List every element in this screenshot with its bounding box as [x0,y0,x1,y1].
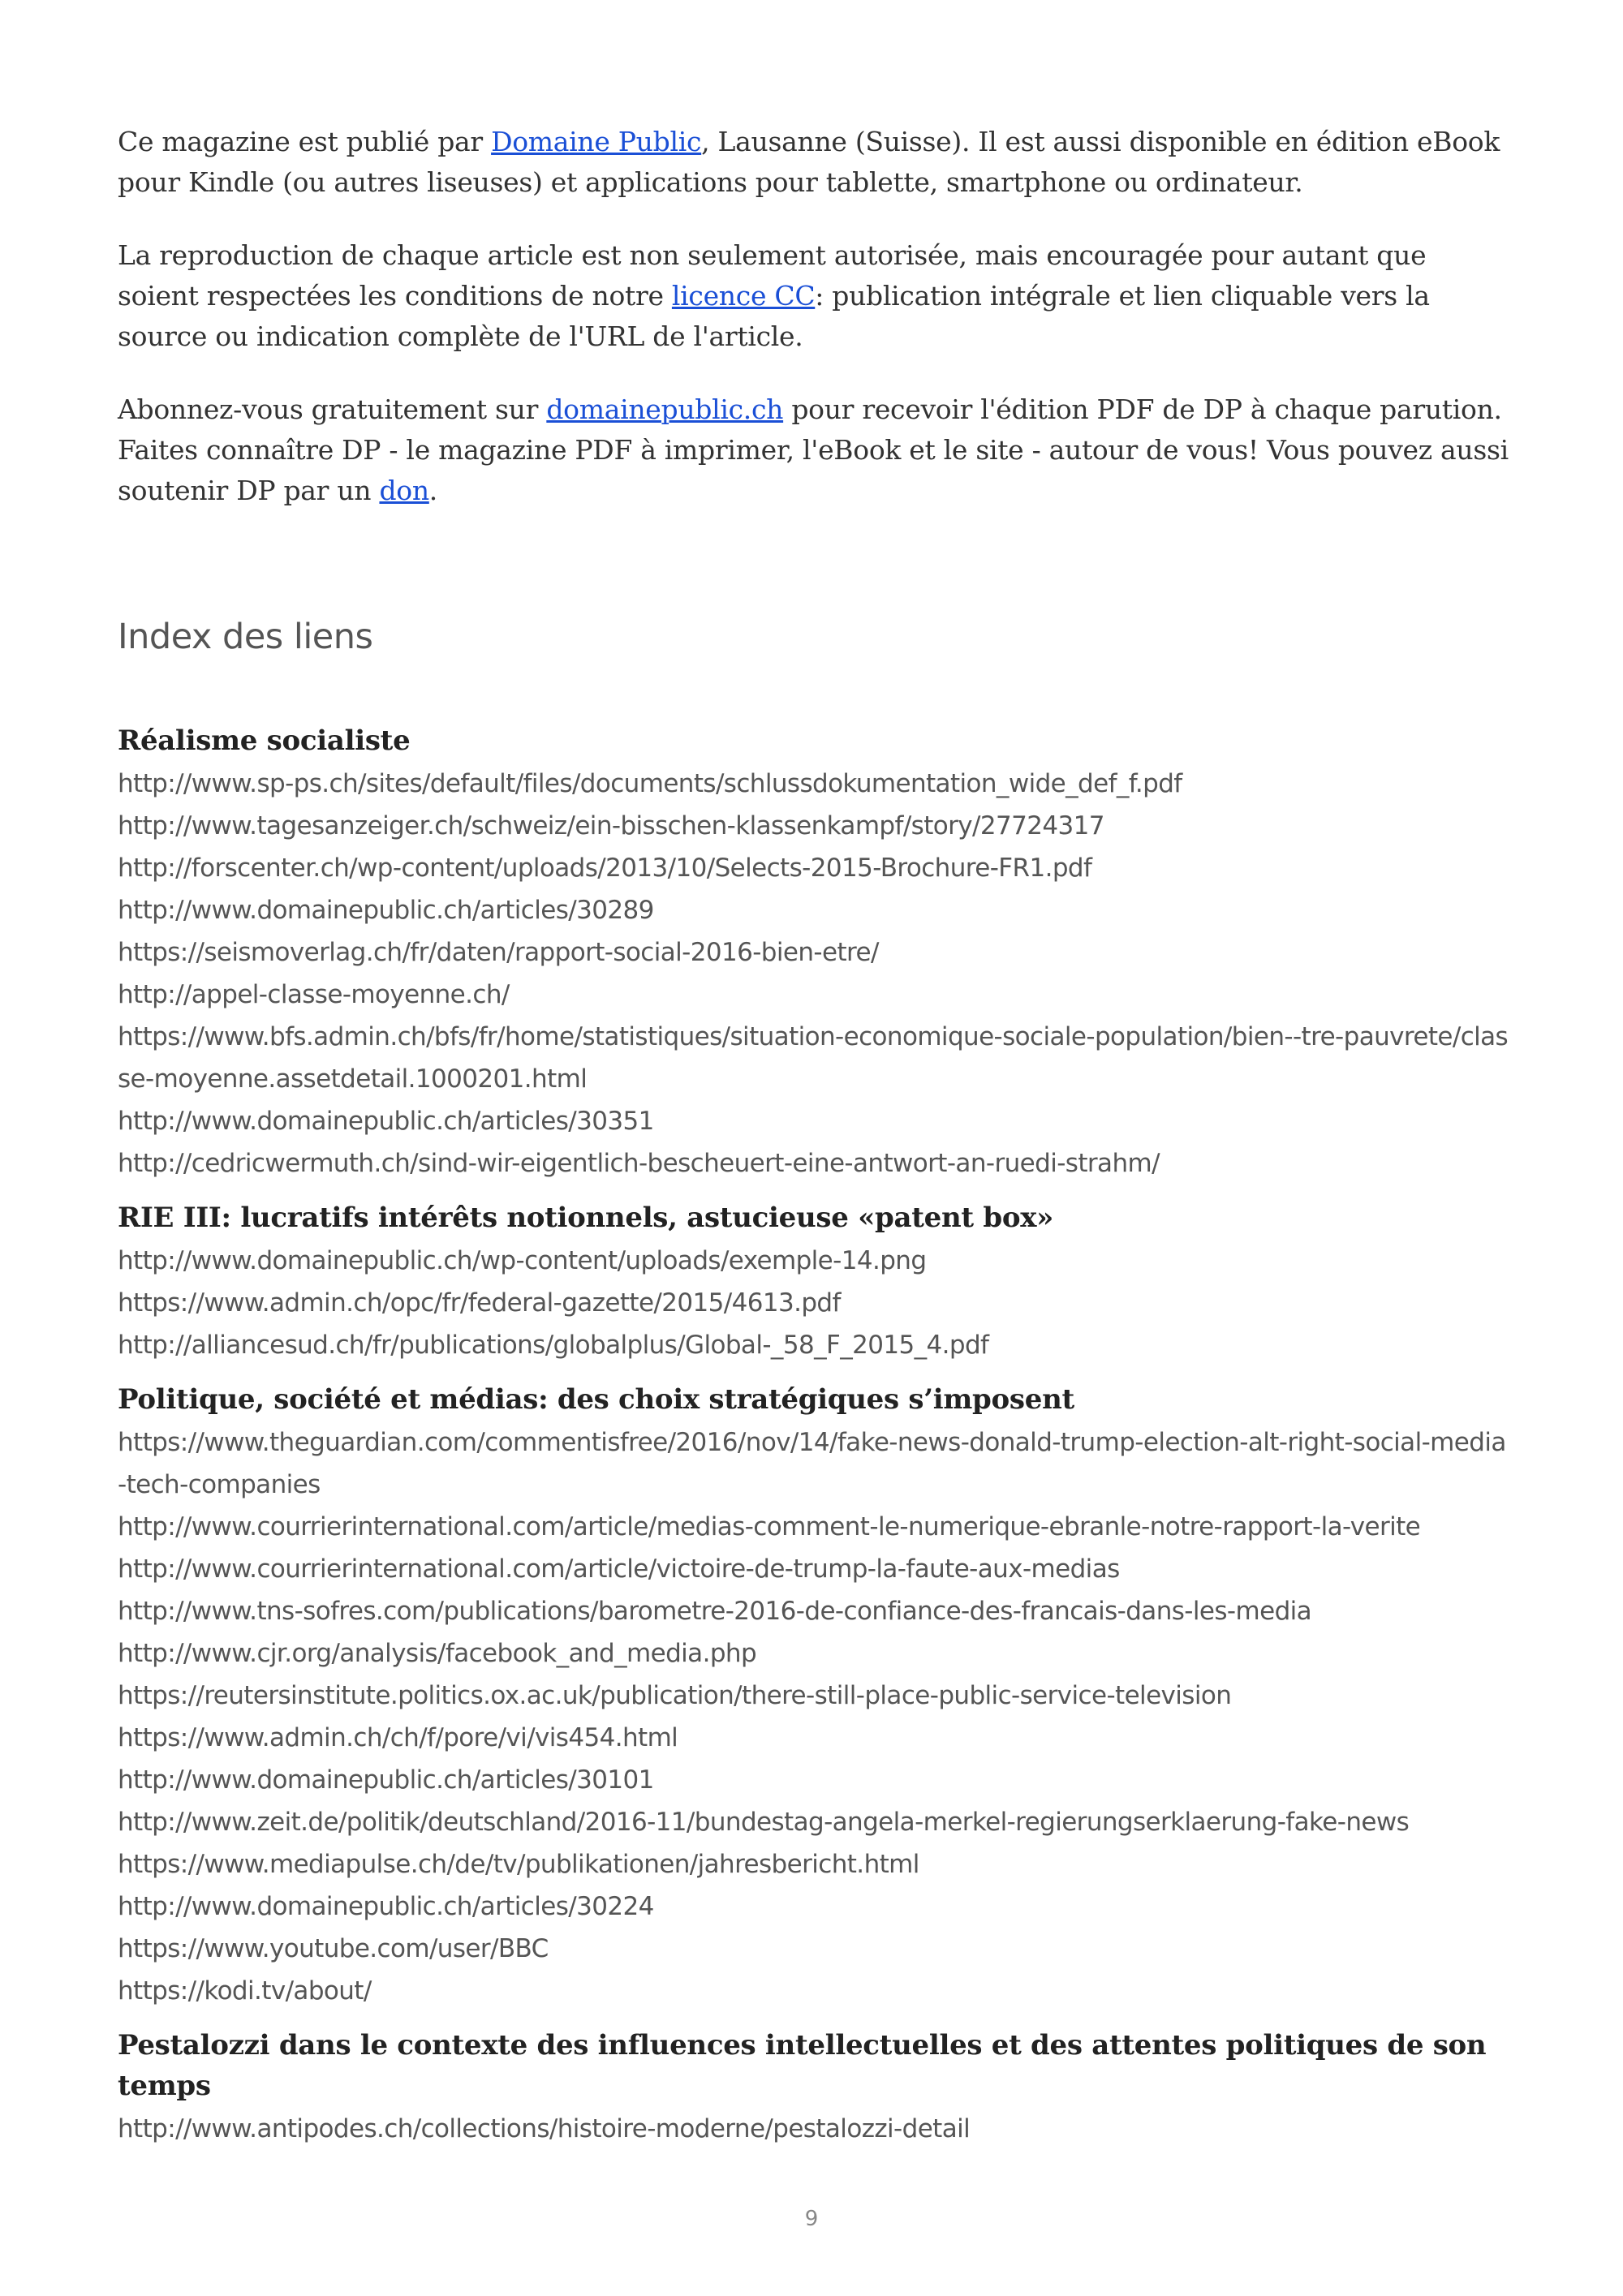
url-item[interactable]: https://www.mediapulse.ch/de/tv/publikationen/jahresbericht.html [118,1850,919,1879]
section-realisme-socialiste [118,720,1513,1185]
url-item[interactable]: http://forscenter.ch/wp-content/uploads/2013/10/Selects-2015-Brochure-FR1.pdf [118,853,1092,883]
intro-p2-after: : publication intégrale et lien cliquable vers la source ou indication complète de l'URL de l'article. [118,280,1430,352]
url-item[interactable]: http://www.zeit.de/politik/deutschland/2016-11/bundestag-angela-merkel-regierungserklaerung-fake-news [118,1808,1410,1837]
link-index [118,720,1513,2150]
url-item[interactable]: http://www.domainepublic.ch/articles/30289 [118,896,654,925]
intro-p2-before: La reproduction de chaque article est non seulement autorisée, mais encouragée pour autant que soient respectées les conditions de notre [118,239,1427,312]
section-title: Pestalozzi dans le contexte des influences intellectuelles et des attentes politiques de son temps [118,2029,1487,2102]
url-item[interactable]: https://www.admin.ch/ch/f/pore/vi/vis454.html [118,1723,678,1752]
url-item[interactable]: http://alliancesud.ch/fr/publications/globalplus/Global-_58_F_2015_4.pdf [118,1331,989,1360]
url-item[interactable]: http://www.domainepublic.ch/articles/30224 [118,1892,654,1921]
domaine-public-link[interactable]: Domaine Public [491,126,702,157]
url-item[interactable]: https://reutersinstitute.politics.ox.ac.uk/publication/there-still-place-public-service-television [118,1681,1232,1710]
url-item[interactable]: http://www.domainepublic.ch/articles/30351 [118,1107,654,1136]
intro-p1-after: , Lausanne (Suisse). Il est aussi disponible en édition eBook pour Kindle (ou autres liseuses) et applications pour tablette, smartphone ou ordinateur. [118,126,1500,198]
link-list [118,1240,1513,1366]
section-title: RIE III: lucratifs intérêts notionnels, astucieuse «patent box» [118,1202,1054,1234]
index-title: Index des liens [118,617,373,657]
url-item[interactable]: http://www.tns-sofres.com/publications/barometre-2016-de-confiance-des-francais-dans-les-media [118,1597,1312,1626]
section-title: Réalisme socialiste [118,724,411,757]
url-item[interactable]: https://kodi.tv/about/ [118,1976,372,2006]
intro-p1-before: Ce magazine est publié par [118,126,492,157]
intro-paragraph-2 [118,235,1513,357]
section-rie-iii [118,1197,1513,1366]
url-item[interactable]: https://seismoverlag.ch/fr/daten/rapport-social-2016-bien-etre/ [118,938,879,967]
section-politique-societe-medias [118,1379,1513,2012]
url-item[interactable]: http://www.cjr.org/analysis/facebook_and_media.php [118,1639,757,1668]
intro-p3-after: . [428,475,437,506]
section-title: Politique, société et médias: des choix stratégiques s’imposent [118,1383,1074,1416]
url-item[interactable]: https://www.youtube.com/user/BBC [118,1934,549,1963]
don-link[interactable]: don [379,475,429,506]
intro-p3-before: Abonnez-vous gratuitement sur [118,393,547,425]
url-item[interactable]: http://www.tagesanzeiger.ch/schweiz/ein-bisschen-klassenkampf/story/27724317 [118,811,1104,841]
url-item[interactable]: https://www.theguardian.com/commentisfree/2016/nov/14/fake-news-donald-trump-election-alt-right-social-media-tech-companies [118,1428,1506,1499]
link-list [118,763,1513,1185]
intro-p3-middle: pour recevoir l'édition PDF de DP à chaque parution. Faites connaître DP - le magazine PDF à imprimer, l'eBook et le site - autour de vous! Vous pouvez aussi soutenir DP par un [118,393,1509,506]
link-list [118,1421,1513,2012]
url-item[interactable]: http://www.courrierinternational.com/article/medias-comment-le-numerique-ebranle-notre-rapport-la-verite [118,1512,1421,1541]
url-item[interactable]: https://www.bfs.admin.ch/bfs/fr/home/statistiques/situation-economique-sociale-population/bien--tre-pauvrete/classe-moyenne.assetdetail.1000201.html [118,1022,1509,1094]
url-item[interactable]: https://www.admin.ch/opc/fr/federal-gazette/2015/4613.pdf [118,1288,841,1318]
page-number: 9 [804,2207,819,2231]
licence-cc-link[interactable]: licence CC [671,280,816,312]
intro-block [118,122,1513,511]
document-page [118,122,1513,2163]
url-item[interactable]: http://cedricwermuth.ch/sind-wir-eigentlich-bescheuert-eine-antwort-an-ruedi-strahm/ [118,1149,1160,1178]
intro-paragraph-3 [118,389,1513,511]
domainepublic-ch-link[interactable]: domainepublic.ch [546,393,784,425]
link-list [118,2108,1513,2150]
intro-paragraph-1 [118,122,1513,203]
url-item[interactable]: http://appel-classe-moyenne.ch/ [118,980,510,1009]
section-pestalozzi [118,2025,1513,2150]
url-item[interactable]: http://www.sp-ps.ch/sites/default/files/documents/schlussdokumentation_wide_def_f.pdf [118,769,1182,798]
url-item[interactable]: http://www.antipodes.ch/collections/histoire-moderne/pestalozzi-detail [118,2114,971,2143]
url-item[interactable]: http://www.domainepublic.ch/articles/30101 [118,1765,654,1795]
url-item[interactable]: http://www.domainepublic.ch/wp-content/uploads/exemple-14.png [118,1246,927,1275]
url-item[interactable]: http://www.courrierinternational.com/article/victoire-de-trump-la-faute-aux-medias [118,1554,1120,1584]
